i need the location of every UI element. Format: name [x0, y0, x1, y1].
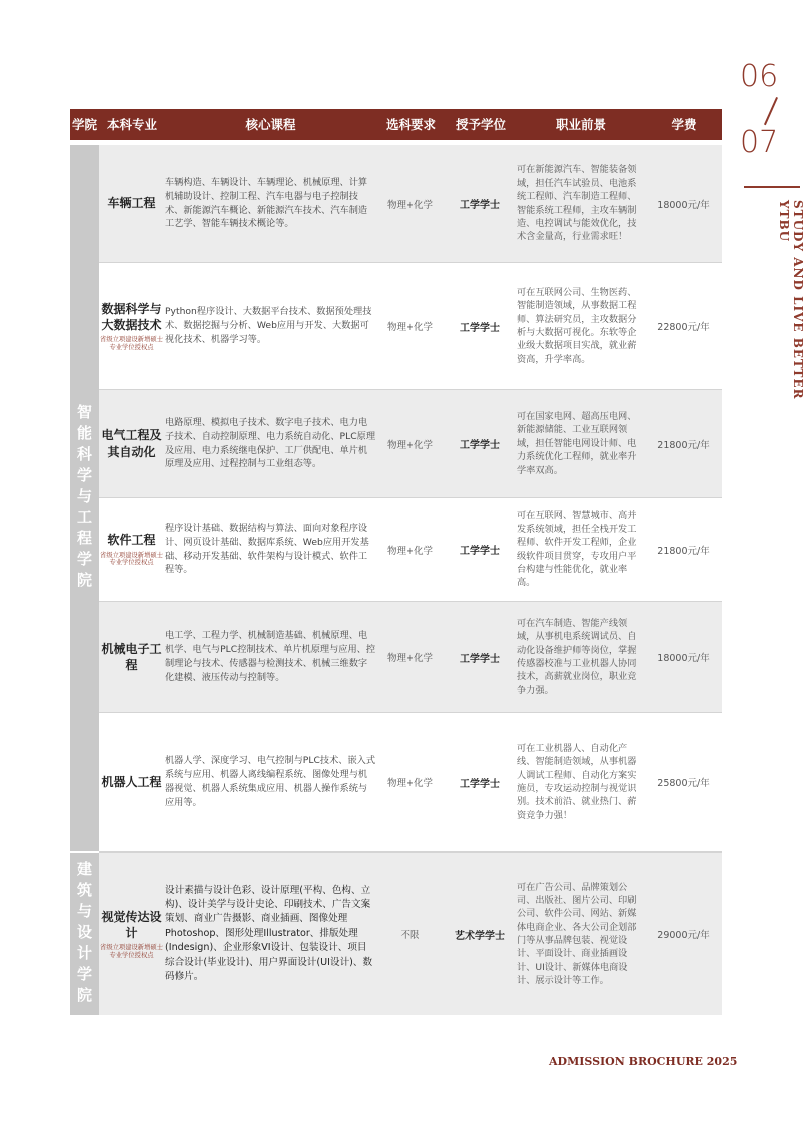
- side-slogan-line2: YTBU: [777, 200, 791, 243]
- table-row: [99, 145, 722, 262]
- degree: 工学学士: [460, 546, 500, 557]
- major-cell: [99, 263, 164, 389]
- header-subject-requirement: 选科要求: [385, 117, 436, 132]
- career-cell: 可在广告公司、品牌策划公司、出版社、图片公司、印刷公司、软件公司、网站、新媒体电商企业、各大公司企划部门等从事品牌包装、视觉设计、平面设计、商业插画设计、UI设计、新媒体电商设计、展示设计等工作。: [517, 881, 637, 987]
- subject-requirement: 物理+化学: [387, 322, 433, 333]
- tuition: 22800元/年: [657, 322, 710, 333]
- subject-requirement: 物理+化学: [387, 653, 433, 664]
- major-name: 车辆工程: [107, 196, 156, 211]
- major-cell: [99, 853, 164, 1015]
- tuition: 18000元/年: [657, 653, 710, 664]
- major-cell: [99, 602, 164, 712]
- major-note: 省级立项建设新增硕士专业学位授权点: [100, 551, 163, 567]
- career-cell: 可在汽车制造、智能产线领域，从事机电系统调试员、自动化设备维护师等岗位，掌握传感器校准与工业机器人协同技术，高薪就业岗位，职业竞争力强。: [517, 617, 637, 696]
- college-name: 智能科学与工程学院: [75, 403, 93, 593]
- career-cell: 可在互联网公司、生物医药、智能制造领域，从事数据工程师、算法研究员，主攻数据分析与大数据可视化。东软等企业级大数据项目实战，就业薪资高，升学率高。: [517, 286, 637, 365]
- header-major: 本科专业: [106, 117, 157, 132]
- major-cell: [99, 390, 164, 497]
- brochure-footer: ADMISSION BROCHURE 2025: [549, 1055, 738, 1068]
- tuition: 21800元/年: [657, 545, 710, 557]
- page-number-right: 07: [740, 125, 779, 160]
- table-row: [99, 498, 722, 601]
- page-number-divider: [764, 97, 778, 125]
- degree: 艺术学学士: [455, 930, 505, 942]
- degree: 工学学士: [460, 440, 500, 451]
- courses-cell: Python程序设计、大数据平台技术、数据预处理技术、数据挖掘与分析、Web应用与开发、大数据可视化技术、机器学习等。: [165, 306, 372, 345]
- major-name: 数据科学与大数据技术: [101, 301, 162, 332]
- career-cell: 可在工业机器人、自动化产线、智能制造领域，从事机器人调试工程师、自动化方案实施员，专攻运动控制与视觉识别。技术前沿、就业热门、薪资竞争力强！: [517, 742, 637, 821]
- career-cell: 可在互联网、智慧城市、高并发系统领域，担任全栈开发工程师、软件开发工程师，企业级软件项目贯穿，专攻用户平台构建与性能优化，就业率高。: [517, 510, 637, 589]
- table-row: [99, 713, 722, 851]
- courses-cell: 设计素描与设计色彩、设计原理(平构、色构、立构)、设计美学与设计史论、印刷技术、广告文案策划、商业广告摄影、商业插画、图像处理Photoshop、图形处理Illustrator、排版处理(Indesign)、企业形象VI设计、包装设计、项目综合设计(毕业设计)、用户界面设计(UI设计)、数码修片。: [165, 884, 373, 982]
- side-slogan: [777, 200, 805, 400]
- header-courses: 核心课程: [245, 117, 296, 132]
- subject-requirement: 物理+化学: [387, 199, 433, 211]
- table-row: [99, 263, 722, 389]
- subject-requirement: 物理+化学: [387, 545, 433, 557]
- major-name: 机器人工程: [101, 774, 162, 789]
- page-number-left: 06: [740, 59, 779, 94]
- tuition: 29000元/年: [657, 930, 710, 941]
- subject-requirement: 物理+化学: [387, 778, 433, 789]
- college-name: 建筑与设计学院: [75, 860, 93, 1008]
- major-cell: [99, 498, 164, 601]
- courses-cell: 机器人学、深度学习、电气控制与PLC技术、嵌入式系统与应用、机器人离线编程系统、图像处理与机器视觉、机器人系统集成应用、机器人操作系统与应用等。: [165, 755, 376, 808]
- career-cell: 可在新能源汽车、智能装备领域，担任汽车试验员、电池系统工程师、汽车制造工程师、智能系统工程师，主攻车辆制造、电控调试与能效优化，技术含金量高，行业需求旺！: [517, 164, 637, 243]
- table-header: [70, 109, 722, 140]
- header-college: 学院: [71, 117, 97, 132]
- major-cell: [99, 145, 164, 262]
- major-note: 省级立项建设新增硕士专业学位授权点: [100, 336, 163, 351]
- courses-cell: 程序设计基础、数据结构与算法、面向对象程序设计、网页设计基础、数据库系统、Web应用开发基础、移动开发基础、软件架构与设计模式、软件工程等。: [165, 522, 369, 576]
- tuition: 18000元/年: [657, 199, 710, 211]
- subject-requirement: 物理+化学: [387, 439, 433, 451]
- career-cell: 可在国家电网、超高压电网、新能源储能、工业互联网领域，担任智能电网设计师、电力系统优化工程师，就业率升学率双高。: [517, 411, 637, 476]
- courses-cell: 电路原理、模拟电子技术、数字电子技术、电力电子技术、自动控制原理、电力系统自动化、PLC原理及应用、电力系统继电保护、工厂供配电、单片机原理及应用、过程控制与工业组态等。: [165, 416, 376, 470]
- college-cell-intelligent-science: [70, 145, 99, 851]
- degree: 工学学士: [460, 778, 500, 790]
- tuition: 21800元/年: [657, 439, 710, 451]
- header-career: 职业前景: [555, 117, 606, 132]
- degree: 工学学士: [460, 322, 500, 334]
- courses-cell: 电工学、工程力学、机械制造基础、机械原理、电机学、电气与PLC控制技术、单片机原理与应用、控制理论与技术、传感器与检测技术、机械三维数字化建模、液压传动与控制等。: [165, 630, 376, 683]
- degree: 工学学士: [460, 200, 500, 211]
- side-slogan-line1: STUDY AND LIVE BETTER: [791, 200, 805, 400]
- courses-cell: 车辆构造、车辆设计、车辆理论、机械原理、计算机辅助设计、控制工程、汽车电器与电子控制技术、新能源汽车概论、新能源汽车技术、汽车制造工艺学、智能车辆技术概论等。: [165, 176, 368, 230]
- tuition: 25800元/年: [657, 778, 710, 789]
- degree: 工学学士: [460, 653, 500, 665]
- major-cell: [99, 713, 164, 851]
- major-name: 电气工程及其自动化: [101, 428, 162, 459]
- major-name: 软件工程: [107, 533, 156, 548]
- major-name: 机械电子工程: [101, 641, 162, 672]
- major-name: 视觉传达设计: [101, 909, 162, 940]
- table-row: [99, 390, 722, 497]
- table-row: [99, 602, 722, 712]
- subject-requirement: 不限: [400, 930, 420, 941]
- side-rule: [744, 186, 800, 188]
- college-cell-architecture-design: [70, 853, 99, 1015]
- header-tuition: 学费: [671, 117, 697, 132]
- table-row: [99, 853, 722, 1015]
- major-note: 省级立项建设新增硕士专业学位授权点: [100, 944, 163, 959]
- header-degree: 授予学位: [455, 117, 506, 132]
